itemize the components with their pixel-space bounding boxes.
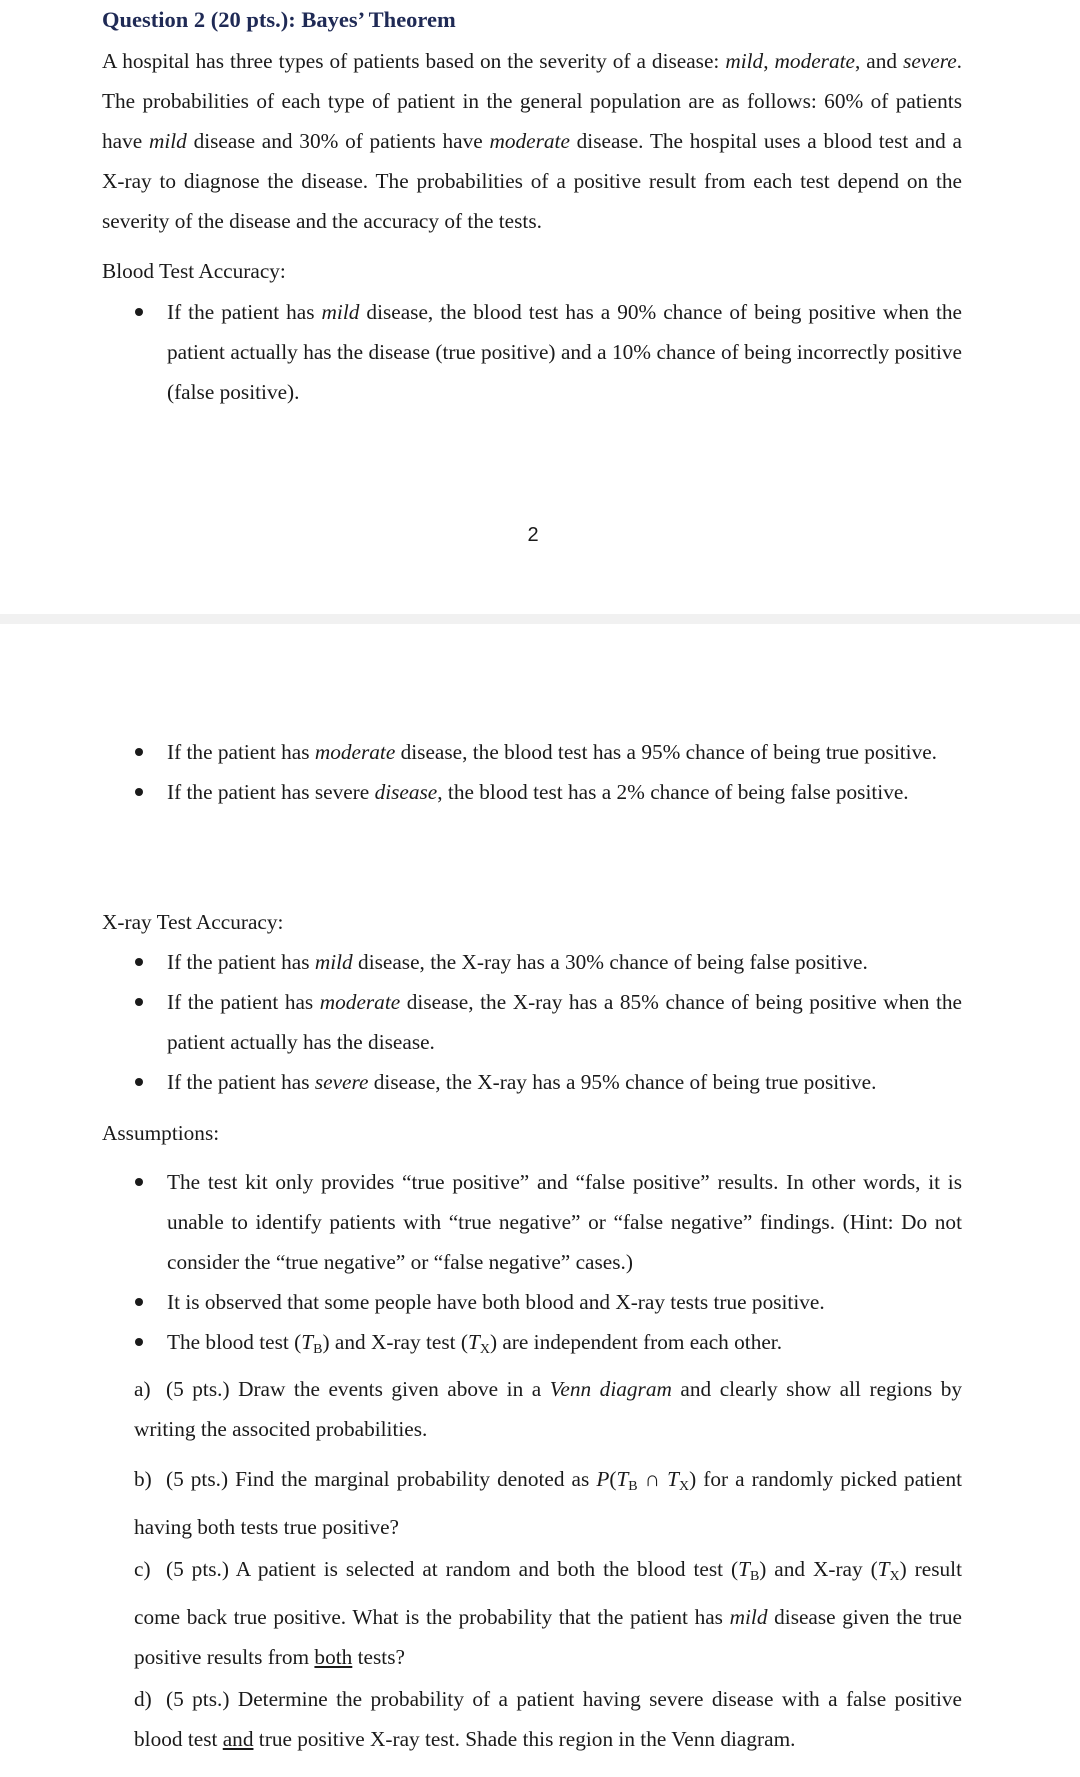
bullet-dot xyxy=(135,1078,143,1086)
assumptions-list xyxy=(0,1162,1080,1370)
xray-test-heading: X-ray Test Accuracy: xyxy=(102,910,284,934)
bullet-dot xyxy=(135,958,143,966)
xray-bullet-mild: If the patient has mild disease, the X-ray has a 30% chance of being false positive. xyxy=(0,942,962,982)
bullet-dot xyxy=(135,1298,143,1306)
xray-bullet-moderate: If the patient has moderate disease, the X-ray has a 85% chance of being positive when the patient actually has the disease. xyxy=(0,982,962,1062)
bullet-dot xyxy=(135,748,143,756)
blood-test-bullet-mild: If the patient has mild disease, the blood test has a 90% chance of being positive when the patient actually has the disease (true positive) and a 10% chance of being incorrectly positive (false positive). xyxy=(0,292,962,412)
assumption-test-kit: The test kit only provides “true positive” and “false positive” results. In other words, it is unable to identify patients with “true negative” or “false negative” findings. (Hint: Do not consider the “true negative” or “false negative” cases.) xyxy=(0,1162,962,1282)
page-2 xyxy=(0,624,1080,1777)
bullet-dot xyxy=(135,1178,143,1186)
bullet-dot xyxy=(135,998,143,1006)
xray-test-list xyxy=(0,942,1080,1102)
page-1 xyxy=(0,0,1080,614)
bullet-dot xyxy=(135,788,143,796)
question-title: Question 2 (20 pts.): Bayes’ Theorem xyxy=(102,7,456,32)
blood-test-bullet-severe: If the patient has severe disease, the blood test has a 2% chance of being false positive. xyxy=(0,772,962,812)
blood-test-heading: Blood Test Accuracy: xyxy=(102,259,286,283)
blood-test-list-1 xyxy=(0,292,1080,412)
intro-paragraph: A hospital has three types of patients based on the severity of a disease: mild, moderate, and severe. The probabilities of each type of patient in the general population are as follows: 60% of patients have mild disease and 30% of patients have moderate disease. The hospital uses a blood test and a X-ray to diagnose the disease. The probabilities of a positive result from each test depend on the severity of the disease and the accuracy of the tests. xyxy=(102,49,962,233)
part-a: a) (5 pts.) Draw the events given above in a Venn diagram and clearly show all regions by writing the associted probabilities. xyxy=(134,1377,963,1441)
part-d: d) (5 pts.) Determine the probability of a patient having severe disease with a false positive blood test and true positive X-ray test. Shade this region in the Venn diagram. xyxy=(134,1687,962,1751)
assumption-independence: The blood test $(T_B)$ and X-ray test $(T_X)$ are independent from each other. xyxy=(0,1322,962,1370)
xray-bullet-severe: If the patient has severe disease, the X-ray has a 95% chance of being true positive. xyxy=(0,1062,962,1102)
assumption-both-positive: It is observed that some people have both blood and X-ray tests true positive. xyxy=(0,1282,962,1322)
assumptions-heading: Assumptions: xyxy=(102,1121,220,1145)
blood-test-bullet-moderate: If the patient has moderate disease, the blood test has a 95% chance of being true positive. xyxy=(0,732,962,772)
bullet-dot xyxy=(135,308,143,316)
page-number: 2 xyxy=(527,524,539,546)
bullet-dot xyxy=(135,1338,143,1346)
blood-test-list-2 xyxy=(0,732,1080,812)
part-c: c) (5 pts.) A patient is selected at random and both the blood test $(T_B)$ and X-ray $(T_X)$ result come back true positive. What is the probability that the patient has mild disease given the true positive results from both tests? xyxy=(134,1557,962,1669)
part-b: b) (5 pts.) Find the marginal probability denoted as $P(T_B$ ∩ $T_X$) for a randomly picked patient having both tests true positive? xyxy=(134,1467,963,1539)
